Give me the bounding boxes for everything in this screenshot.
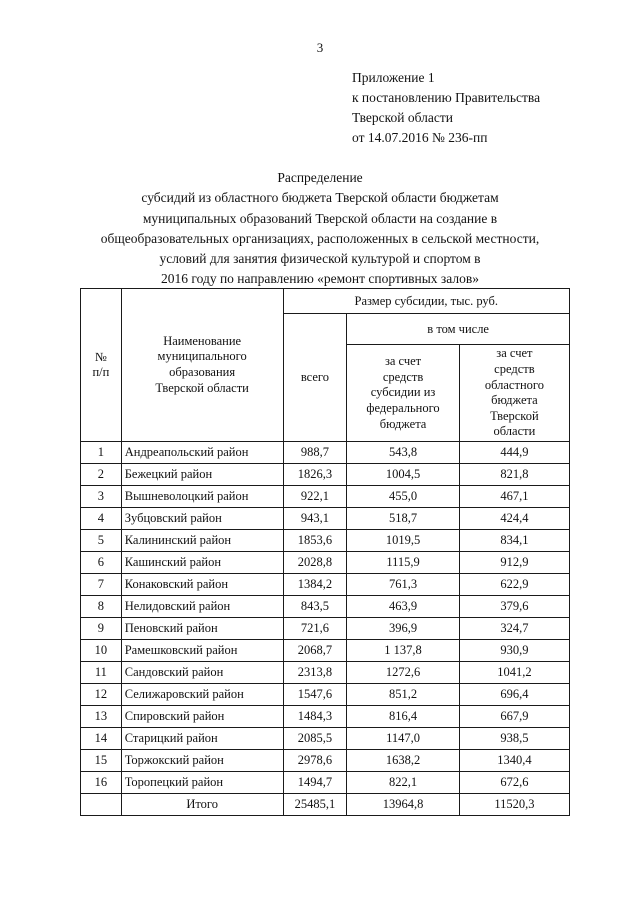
cell-federal: 822,1 bbox=[347, 772, 460, 794]
cell-regional: 930,9 bbox=[459, 640, 569, 662]
document-title bbox=[60, 168, 580, 290]
cell-total: 721,6 bbox=[283, 618, 347, 640]
cell-municipality: Спировский район bbox=[121, 706, 283, 728]
cell-municipality: Калининский район bbox=[121, 530, 283, 552]
column-header-federal-line1: за счет bbox=[384, 354, 422, 369]
appendix-line-2: к постановлению Правительства bbox=[352, 89, 541, 105]
cell-number: 15 bbox=[81, 750, 122, 772]
table-row bbox=[81, 552, 570, 574]
cell-regional: 938,5 bbox=[459, 728, 569, 750]
cell-regional: 1041,2 bbox=[459, 662, 569, 684]
cell-municipality: Конаковский район bbox=[121, 574, 283, 596]
column-header-federal-line3: субсидии из bbox=[370, 385, 436, 400]
table-row bbox=[81, 486, 570, 508]
cell-total: 2028,8 bbox=[283, 552, 347, 574]
table-row bbox=[81, 640, 570, 662]
title-line-1: Распределение bbox=[277, 170, 363, 185]
cell-number: 6 bbox=[81, 552, 122, 574]
appendix-reference bbox=[352, 68, 540, 147]
table-row bbox=[81, 706, 570, 728]
table-row bbox=[81, 530, 570, 552]
cell-municipality: Зубцовский район bbox=[121, 508, 283, 530]
column-header-regional-line1: за счет bbox=[496, 346, 533, 361]
table-row bbox=[81, 596, 570, 618]
cell-municipality: Селижаровский район bbox=[121, 684, 283, 706]
cell-total: 2313,8 bbox=[283, 662, 347, 684]
column-header-municipality-line3: образования bbox=[169, 365, 236, 379]
cell-federal: 1115,9 bbox=[347, 552, 460, 574]
cell-number: 8 bbox=[81, 596, 122, 618]
cell-federal: 1 137,8 bbox=[347, 640, 460, 662]
cell-regional: 821,8 bbox=[459, 464, 569, 486]
cell-total: 1853,6 bbox=[283, 530, 347, 552]
cell-number: 11 bbox=[81, 662, 122, 684]
table-row bbox=[81, 750, 570, 772]
column-header-federal-line5: бюджета bbox=[379, 416, 427, 431]
cell-regional: 672,6 bbox=[459, 772, 569, 794]
cell-number: 4 bbox=[81, 508, 122, 530]
cell-total: 1826,3 bbox=[283, 464, 347, 486]
column-header-number-line1: № bbox=[94, 350, 107, 364]
table-row bbox=[81, 662, 570, 684]
cell-total: 1547,6 bbox=[283, 684, 347, 706]
table-row bbox=[81, 508, 570, 530]
cell-total: 1484,3 bbox=[283, 706, 347, 728]
cell-total-label: Итого bbox=[121, 794, 283, 816]
cell-municipality: Пеновский район bbox=[121, 618, 283, 640]
cell-federal: 851,2 bbox=[347, 684, 460, 706]
cell-federal: 455,0 bbox=[347, 486, 460, 508]
cell-regional: 324,7 bbox=[459, 618, 569, 640]
cell-total: 1494,7 bbox=[283, 772, 347, 794]
cell-municipality: Торопецкий район bbox=[121, 772, 283, 794]
table-row bbox=[81, 728, 570, 750]
column-header-including: в том числе bbox=[347, 314, 570, 345]
title-line-2: субсидий из областного бюджета Тверской области бюджетам bbox=[141, 190, 499, 206]
cell-number: 9 bbox=[81, 618, 122, 640]
cell-federal: 396,9 bbox=[347, 618, 460, 640]
cell-number-empty bbox=[81, 794, 122, 816]
table-body bbox=[81, 442, 570, 816]
cell-federal: 1638,2 bbox=[347, 750, 460, 772]
table-header bbox=[81, 289, 570, 442]
cell-number: 3 bbox=[81, 486, 122, 508]
title-line-5: условий для занятия физической культурой и спортом в bbox=[159, 251, 481, 266]
cell-federal: 518,7 bbox=[347, 508, 460, 530]
cell-regional: 444,9 bbox=[459, 442, 569, 464]
cell-federal-sum: 13964,8 bbox=[347, 794, 460, 816]
column-header-amount: Размер субсидии, тыс. руб. bbox=[283, 289, 569, 314]
cell-regional: 834,1 bbox=[459, 530, 569, 552]
column-header-regional bbox=[459, 345, 569, 442]
column-header-municipality-line1: Наименование bbox=[163, 333, 242, 348]
title-line-6: 2016 году по направлению «ремонт спортивных залов» bbox=[161, 271, 479, 287]
column-header-regional-line6: области bbox=[493, 424, 536, 439]
column-header-total: всего bbox=[283, 314, 347, 442]
cell-regional: 667,9 bbox=[459, 706, 569, 728]
cell-total: 2978,6 bbox=[283, 750, 347, 772]
cell-number: 16 bbox=[81, 772, 122, 794]
title-line-4: общеобразовательных организациях, расположенных в сельской местности, bbox=[100, 230, 540, 246]
cell-total: 2085,5 bbox=[283, 728, 347, 750]
cell-municipality: Старицкий район bbox=[121, 728, 283, 750]
cell-municipality: Сандовский район bbox=[121, 662, 283, 684]
cell-municipality: Бежецкий район bbox=[121, 464, 283, 486]
title-line-3: муниципальных образований Тверской области на создание в bbox=[142, 210, 498, 226]
table-row bbox=[81, 574, 570, 596]
appendix-line-4: от 14.07.2016 № 236-пп bbox=[352, 129, 488, 145]
cell-regional: 1340,4 bbox=[459, 750, 569, 772]
cell-number: 1 bbox=[81, 442, 122, 464]
column-header-federal-line4: федерального bbox=[366, 400, 440, 415]
cell-federal: 1019,5 bbox=[347, 530, 460, 552]
cell-number: 2 bbox=[81, 464, 122, 486]
cell-number: 10 bbox=[81, 640, 122, 662]
cell-regional: 467,1 bbox=[459, 486, 569, 508]
column-header-federal bbox=[347, 345, 460, 442]
cell-municipality: Вышневолоцкий район bbox=[121, 486, 283, 508]
page-number: 3 bbox=[316, 40, 324, 55]
cell-regional-sum: 11520,3 bbox=[459, 794, 569, 816]
cell-regional: 622,9 bbox=[459, 574, 569, 596]
cell-federal: 463,9 bbox=[347, 596, 460, 618]
table-header-row-1 bbox=[81, 289, 570, 314]
cell-total: 922,1 bbox=[283, 486, 347, 508]
column-header-federal-line2: средств bbox=[382, 369, 424, 384]
table-row bbox=[81, 618, 570, 640]
cell-regional: 424,4 bbox=[459, 508, 569, 530]
cell-total: 2068,7 bbox=[283, 640, 347, 662]
cell-federal: 816,4 bbox=[347, 706, 460, 728]
cell-federal: 1004,5 bbox=[347, 464, 460, 486]
cell-federal: 761,3 bbox=[347, 574, 460, 596]
table-row bbox=[81, 442, 570, 464]
cell-number: 5 bbox=[81, 530, 122, 552]
cell-federal: 1272,6 bbox=[347, 662, 460, 684]
cell-municipality: Торжокский район bbox=[121, 750, 283, 772]
cell-municipality: Кашинский район bbox=[121, 552, 283, 574]
cell-municipality: Андреапольский район bbox=[121, 442, 283, 464]
table-row bbox=[81, 684, 570, 706]
cell-total-sum: 25485,1 bbox=[283, 794, 347, 816]
column-header-regional-line2: средств bbox=[494, 361, 535, 376]
column-header-municipality-line4: Тверской области bbox=[155, 380, 249, 395]
column-header-regional-line3: областного bbox=[484, 377, 544, 392]
cell-municipality: Рамешковский район bbox=[121, 640, 283, 662]
table-row bbox=[81, 464, 570, 486]
column-header-number bbox=[81, 289, 122, 442]
cell-municipality: Нелидовский район bbox=[121, 596, 283, 618]
cell-federal: 543,8 bbox=[347, 442, 460, 464]
cell-total: 943,1 bbox=[283, 508, 347, 530]
column-header-municipality-line2: муниципального bbox=[157, 349, 247, 364]
cell-total: 843,5 bbox=[283, 596, 347, 618]
column-header-regional-line5: Тверской bbox=[490, 408, 539, 423]
column-header-number-line2: п/п bbox=[92, 365, 110, 379]
appendix-line-1: Приложение 1 bbox=[352, 70, 435, 85]
cell-number: 7 bbox=[81, 574, 122, 596]
cell-number: 13 bbox=[81, 706, 122, 728]
cell-regional: 379,6 bbox=[459, 596, 569, 618]
column-header-municipality bbox=[121, 289, 283, 442]
cell-federal: 1147,0 bbox=[347, 728, 460, 750]
cell-total: 1384,2 bbox=[283, 574, 347, 596]
table-total-row bbox=[81, 794, 570, 816]
cell-number: 14 bbox=[81, 728, 122, 750]
cell-regional: 912,9 bbox=[459, 552, 569, 574]
column-header-regional-line4: бюджета bbox=[491, 393, 538, 408]
cell-total: 988,7 bbox=[283, 442, 347, 464]
cell-regional: 696,4 bbox=[459, 684, 569, 706]
subsidy-table bbox=[80, 288, 570, 816]
table-row bbox=[81, 772, 570, 794]
appendix-line-3: Тверской области bbox=[352, 109, 453, 125]
cell-number: 12 bbox=[81, 684, 122, 706]
